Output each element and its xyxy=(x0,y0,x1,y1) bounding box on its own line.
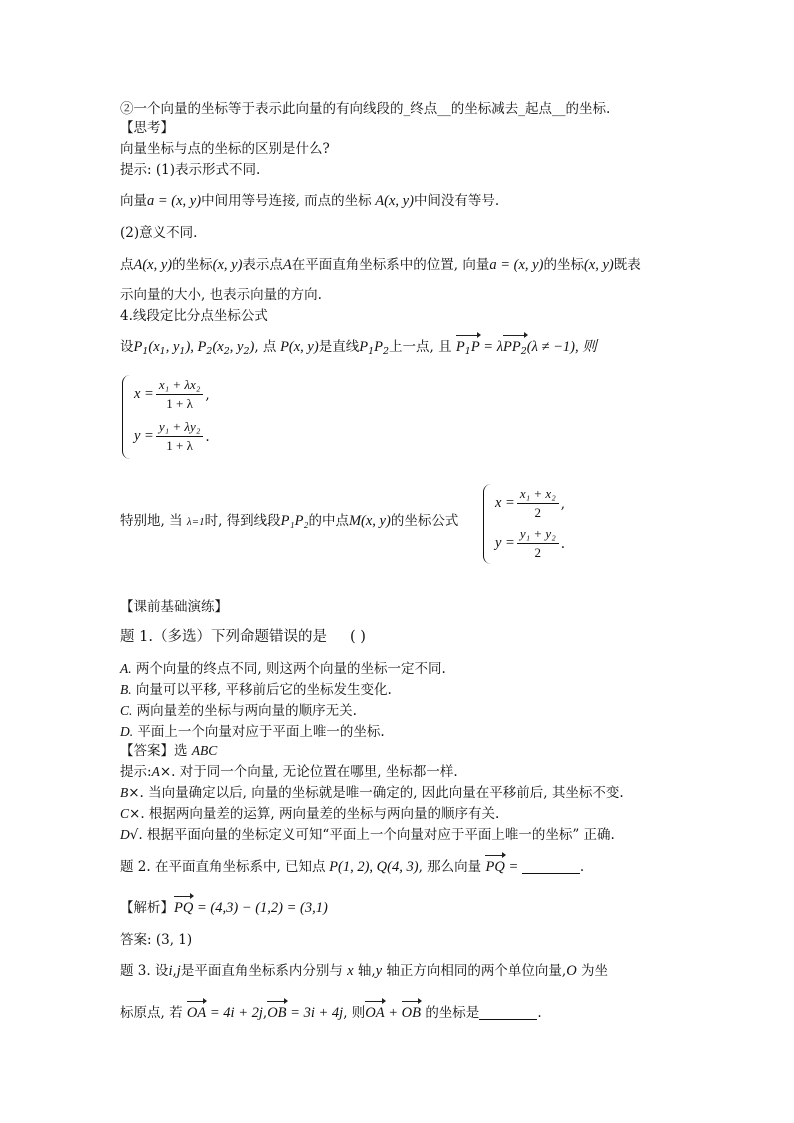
midpoint-line: 特别地, 当 λ=1时, 得到线段P₁P₂的中点M(x, y)的坐标公式 xyxy=(120,513,459,529)
hint-1: 提示: (1)表示形式不同. xyxy=(120,162,261,178)
option-a: A. 两个向量的终点不同, 则这两个向量的坐标一定不同. xyxy=(120,661,446,677)
answer-2: 答案: (3, 1) xyxy=(120,932,193,948)
vector-notation-line: 向量a = (x, y)中间用等号连接, 而点的坐标 A(x, y)中间没有等号. xyxy=(120,193,500,209)
option-d: D. 平面上一个向量对应于平面上唯一的坐标. xyxy=(120,724,385,740)
question-1: 题 1.（多选）下列命题错误的是 ( ) xyxy=(120,629,366,645)
x-formula: x = $\frac{\text{x₁ + λx₂}}{1 + \lambda}$ , xyxy=(134,377,210,411)
answer-blank[interactable] xyxy=(522,859,580,874)
vector-ob: OB xyxy=(401,1005,422,1021)
vector-pq: PQ xyxy=(485,859,505,875)
meaning-line-2: 示向量的大小, 也表示向量的方向. xyxy=(120,287,322,303)
y-formula: y = $\frac{\text{y₁ + λy₂}}{1 + \lambda}$ . xyxy=(134,419,210,453)
option-c: C. 两向量差的坐标与两向量的顺序无关. xyxy=(120,703,357,719)
vector-ob: OB xyxy=(267,1005,287,1021)
question-3: 题 3. 设i,j是平面直角坐标系内分别与 x 轴,y 轴正方向相同的两个单位向量,O 为坐 xyxy=(120,963,608,979)
vector-pq: PQ xyxy=(174,900,194,916)
left-brace xyxy=(122,375,131,459)
vector-oa: OA xyxy=(365,1005,385,1021)
question-3-cont: 标原点, 若 OA = 4i + 2j,OB = 3i + 4j, 则OA + OB 的坐标是 . xyxy=(120,1005,542,1021)
vector-pp2: $PP_2$ xyxy=(503,338,527,361)
midpoint-formula xyxy=(483,484,593,564)
question-2: 题 2. 在平面直角坐标系中, 已知点 P(1, 2), Q(4, 3), 那么向量 PQ = . xyxy=(120,859,585,875)
vector-oa: OA xyxy=(186,1005,207,1021)
section-4-title: 4.线段定比分点坐标公式 xyxy=(120,308,268,324)
setup-line: 设$P_1(x_1$, $y_1$), $P_2(x_2$, $y_2$), 点 P(x, y)是直线$P_1P_2$上一点, 且 $P_1P = \lambda PP_2(\lambda \ne -1)$, 则 xyxy=(120,338,597,361)
explain-b: B×. 当向量确定以后, 向量的坐标就是唯一确定的, 因此向量在平移前后, 其坐标不变. xyxy=(120,785,624,801)
section-formula xyxy=(122,375,262,459)
explain-d: D√. 根据平面向量的坐标定义可知“平面上一个向量对应于平面上唯一的坐标” 正确. xyxy=(120,827,615,843)
vector-p1p: $P_1P$ xyxy=(456,338,480,361)
explain-a: 提示:A×. 对于同一个向量, 无论位置在哪里, 坐标都一样. xyxy=(120,764,458,780)
definition-line: ②一个向量的坐标等于表示此向量的有向线段的_终点__的坐标减去_起点__的坐标. xyxy=(120,101,611,117)
option-b: B. 向量可以平移, 平移前后它的坐标发生变化. xyxy=(120,682,392,698)
mid-y-formula: y = $\frac{\text{y₁ + y₂}}{2}$ . xyxy=(495,526,566,560)
vector-a: a xyxy=(147,193,155,209)
answer-blank[interactable] xyxy=(479,1005,537,1020)
think-question: 向量坐标与点的坐标的区别是什么? xyxy=(120,141,330,157)
practice-header: 【课前基础演练】 xyxy=(120,599,228,615)
left-brace xyxy=(483,484,492,564)
think-header: 【思考】 xyxy=(120,120,174,136)
answer-1: 【答案】选 ABC xyxy=(120,743,218,759)
solution-2: 【解析】PQ = (4,3) − (1,2) = (3,1) xyxy=(120,900,328,916)
explain-c: C×. 根据两向量差的运算, 两向量差的坐标与两向量的顺序有关. xyxy=(120,806,500,822)
meaning-line: 点A(x, y)的坐标(x, y)表示点A在平面直角坐标系中的位置, 向量a = (x, y)的坐标(x, y)既表 xyxy=(120,257,641,273)
hint-2: (2)意义不同. xyxy=(120,225,198,241)
mid-x-formula: x = $\frac{\text{x₁ + x₂}}{2}$ , xyxy=(495,486,566,520)
